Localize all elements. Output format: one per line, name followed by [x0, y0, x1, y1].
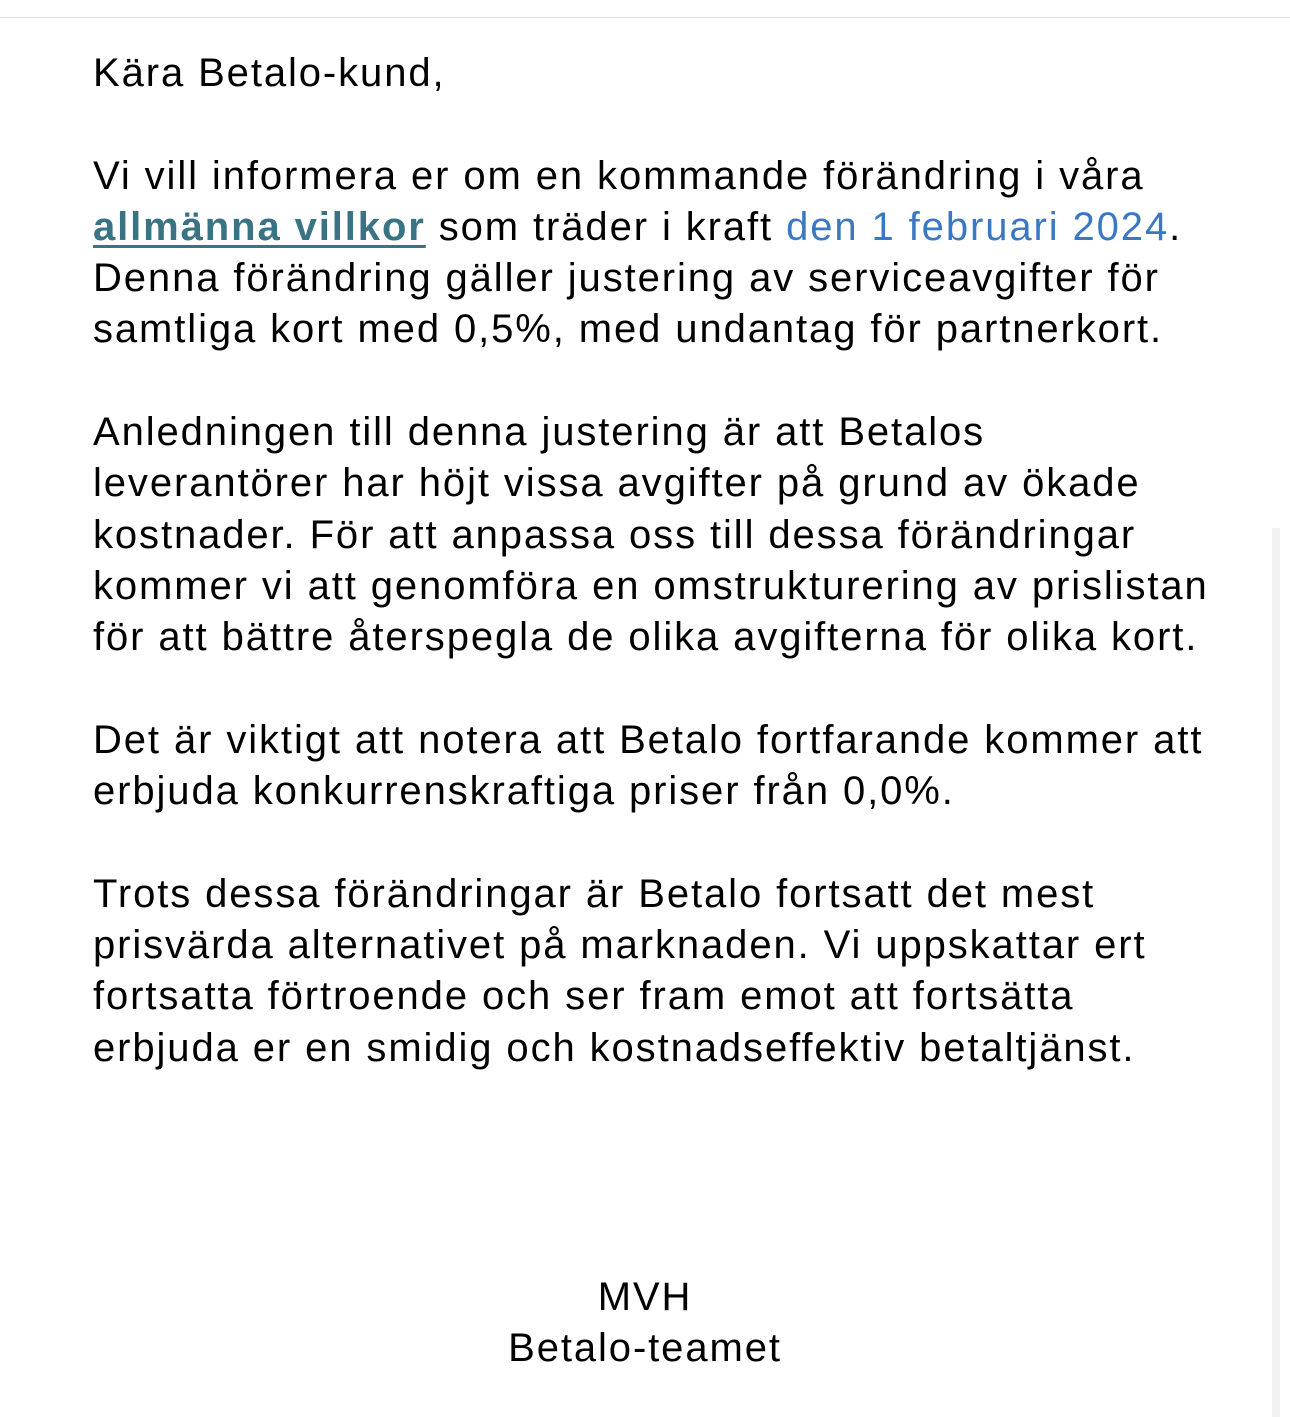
date-link[interactable]: den 1 februari 2024 — [786, 204, 1170, 249]
paragraph-reason: Anledningen till denna justering är att Betalos leverantörer har höjt vissa avgifter på grund av ökade kostnader. För att anpassa oss till dessa förändringar kommer vi att genomföra en omstrukturering av prislistan för att bättre återspegla de olika avgifterna för olika kort. — [93, 410, 1209, 660]
signature — [0, 1272, 1290, 1375]
para1-middle: som träder i kraft — [425, 204, 787, 249]
greeting: Kära Betalo-kund, — [93, 51, 446, 95]
terms-link[interactable]: allmänna villkor — [93, 204, 426, 249]
para1-intro: Vi vill informera er om en kommande förändring i våra — [93, 153, 1145, 198]
top-divider — [0, 17, 1290, 18]
paragraph-pricing-note: Det är viktigt att notera att Betalo fortfarande kommer att erbjuda konkurrenskraftiga priser från 0,0%. — [93, 717, 1204, 814]
email-body — [93, 48, 1213, 1074]
paragraph-closing: Trots dessa förändringar är Betalo fortsatt det mest prisvärda alternativet på marknaden. Vi uppskattar ert fortsatta förtroende och ser fram emot att fortsätta erbjuda er en smidig och kostnadseffektiv betaltjänst. — [93, 871, 1147, 1070]
team-name: Betalo-teamet — [508, 1326, 782, 1371]
signoff: MVH — [597, 1275, 693, 1319]
para1-rest: . Denna förändring gäller justering av serviceavgifter för samtliga kort med 0,5%, med undantag för partnerkort. — [93, 204, 1183, 352]
paragraph-terms-change — [93, 151, 1213, 356]
